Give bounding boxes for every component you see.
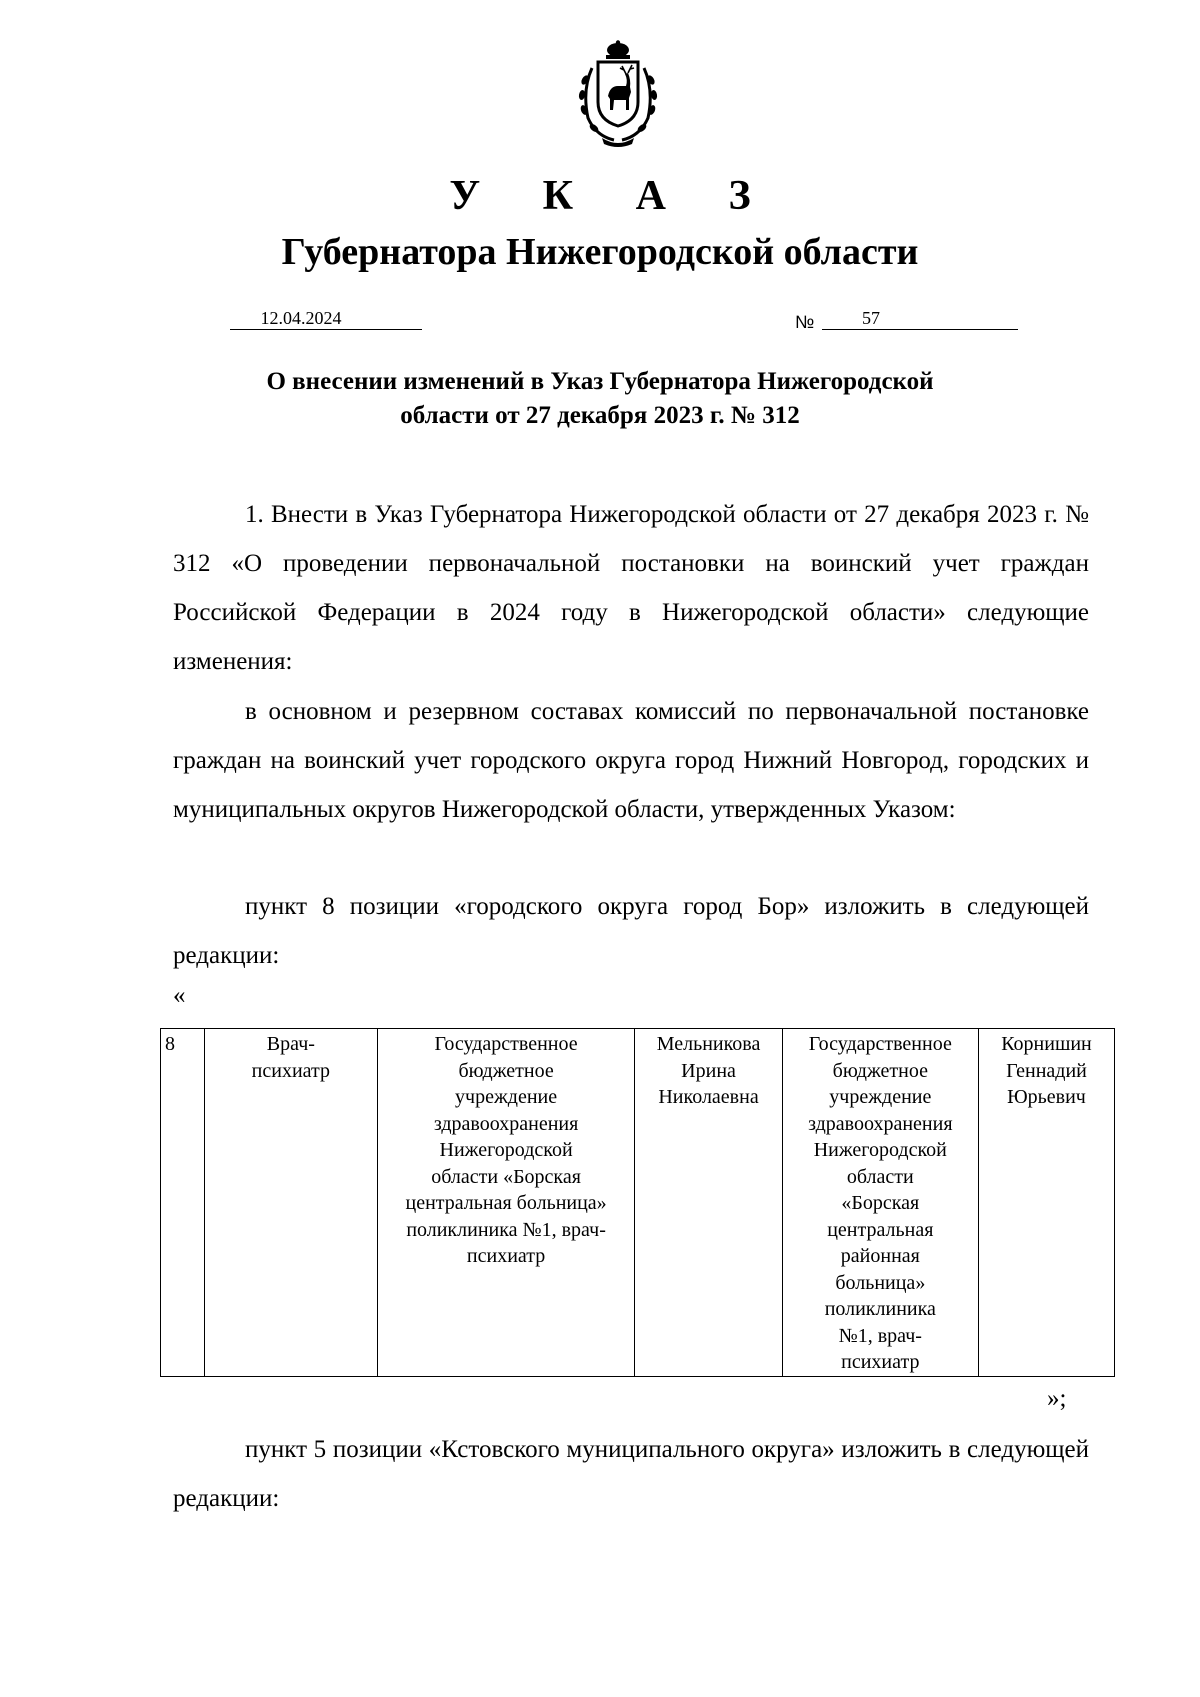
paragraph-1-text: 1. Внести в Указ Губернатора Нижегородской области от 27 декабря 2023 г. № 312 «О проведении первоначальной постановки на воинский учет граждан Российской Федерации в 2024 году в Нижегородской области» следующие изменения:	[173, 501, 1089, 675]
decree-number: 57	[822, 308, 1018, 330]
cell-position: Врач- психиатр	[204, 1029, 377, 1377]
paragraph-2	[173, 687, 1089, 834]
coat-of-arms-emblem	[568, 40, 668, 148]
decree-date: 12.04.2024	[230, 308, 422, 330]
issuer-title: Губернатора Нижегородской области	[281, 231, 919, 273]
decree-title: У К А З	[449, 173, 777, 219]
number-label: №	[795, 312, 815, 332]
subject-line-1: О внесении изменений в Указ Губернатора Нижегородской	[266, 368, 934, 395]
cell-reserve-organization: Государственное бюджетное учреждение здравоохранения Нижегородской области «Борская центральная районная больница» поликлиника №1, врач- психиатр	[782, 1029, 978, 1377]
cell-number: 8	[161, 1029, 205, 1377]
paragraph-4-text: пункт 5 позиции «Кстовского муниципального округа» изложить в следующей редакции:	[173, 1436, 1089, 1512]
cell-reserve-person: Корнишин Геннадий Юрьевич	[978, 1029, 1114, 1377]
paragraph-3	[173, 882, 1089, 980]
cell-main-organization: Государственное бюджетное учреждение здравоохранения Нижегородской области «Борская центральная больница» поликлиника №1, врач- психиатр	[377, 1029, 635, 1377]
paragraph-3-text: пункт 8 позиции «городского округа город Бор» изложить в следующей редакции:	[173, 893, 1089, 969]
paragraph-2-text: в основном и резервном составах комиссий по первоначальной постановке граждан на воинский учет городского округа город Нижний Новгород, городских и муниципальных округов Нижегородской области, утвержденных Указом:	[173, 698, 1089, 823]
table-row	[161, 1029, 1115, 1377]
paragraph-4	[173, 1425, 1089, 1523]
open-quote: «	[173, 982, 186, 1009]
decree-subject	[0, 365, 1200, 433]
amendment-table	[160, 1028, 1115, 1377]
cell-main-person: Мельникова Ирина Николаевна	[635, 1029, 782, 1377]
close-quote: »;	[1047, 1385, 1067, 1412]
subject-line-2: области от 27 декабря 2023 г. № 312	[400, 402, 800, 429]
paragraph-1	[173, 490, 1089, 686]
